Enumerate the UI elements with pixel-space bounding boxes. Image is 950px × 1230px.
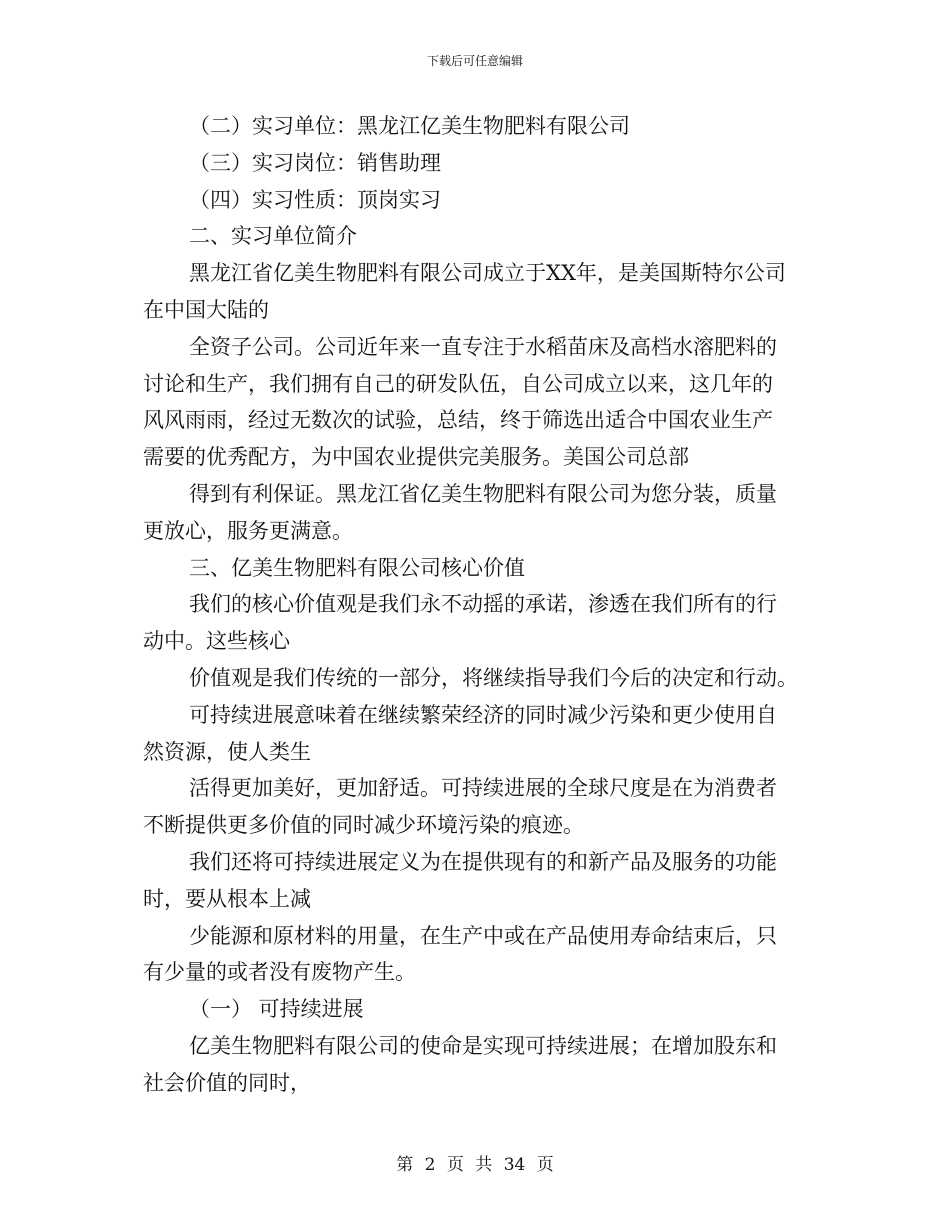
page-footer: 第 2 页 共 34 页 — [396, 1155, 554, 1175]
text-line: 有少量的或者没有废物产生。 — [143, 960, 416, 985]
text-line: 动中。这些核心 — [143, 629, 290, 654]
text-line: （一） 可持续进展 — [189, 997, 364, 1022]
text-line: 二、实习单位简介 — [189, 224, 357, 249]
text-line: 我们的核心价值观是我们永不动摇的承诺，渗透在我们所有的行 — [189, 592, 777, 617]
text-line: 风风雨雨，经过无数次的试验，总结，终于筛选出适合中国农业生产 — [143, 408, 773, 433]
text-line: 我们还将可持续进展定义为在提供现有的和新产品及服务的功能 — [189, 849, 777, 874]
text-line: 价值观是我们传统的一部分，将继续指导我们今后的决定和行动。 — [189, 665, 798, 690]
text-line: 不断提供更多价值的同时减少环境污染的痕迹。 — [143, 813, 584, 838]
text-line: 在中国大陆的 — [143, 297, 269, 322]
text-line: 需要的优秀配方，为中国农业提供完美服务。美国公司总部 — [143, 445, 689, 470]
text-line: 活得更加美好，更加舒适。可持续进展的全球尺度是在为消费者 — [189, 776, 777, 801]
text-line: 黑龙江省亿美生物肥料有限公司成立于XX年，是美国斯特尔公司 — [189, 261, 786, 286]
text-line: 得到有利保证。黑龙江省亿美生物肥料有限公司为您分装，质量 — [189, 481, 777, 506]
text-line: 少能源和原材料的用量，在生产中或在产品使用寿命结束后，只 — [189, 923, 777, 948]
text-line: 全资子公司。公司近年来一直专注于水稻苗床及高档水溶肥料的 — [189, 334, 777, 359]
text-line: 更放心，服务更满意。 — [143, 518, 353, 543]
text-line: 时，要从根本上减 — [143, 886, 311, 911]
page-header-note: 下载后可任意编辑 — [426, 54, 523, 68]
text-line: （三）实习岗位：销售助理 — [189, 150, 441, 175]
text-line: 亿美生物肥料有限公司的使命是实现可持续进展；在增加股东和 — [189, 1033, 777, 1058]
text-line: 社会价值的同时， — [143, 1070, 311, 1095]
text-line: 然资源，使人类生 — [143, 739, 311, 764]
text-line: 可持续进展意味着在继续繁荣经济的同时减少污染和更少使用自 — [189, 702, 777, 727]
document-body — [143, 108, 805, 1102]
text-line: 三、亿美生物肥料有限公司核心价值 — [189, 555, 525, 580]
text-line: （二）实习单位：黑龙江亿美生物肥料有限公司 — [189, 114, 630, 138]
text-line: （四）实习性质：顶岗实习 — [189, 187, 441, 212]
text-line: 讨论和生产，我们拥有自己的研发队伍，自公司成立以来，这几年的 — [143, 371, 773, 396]
